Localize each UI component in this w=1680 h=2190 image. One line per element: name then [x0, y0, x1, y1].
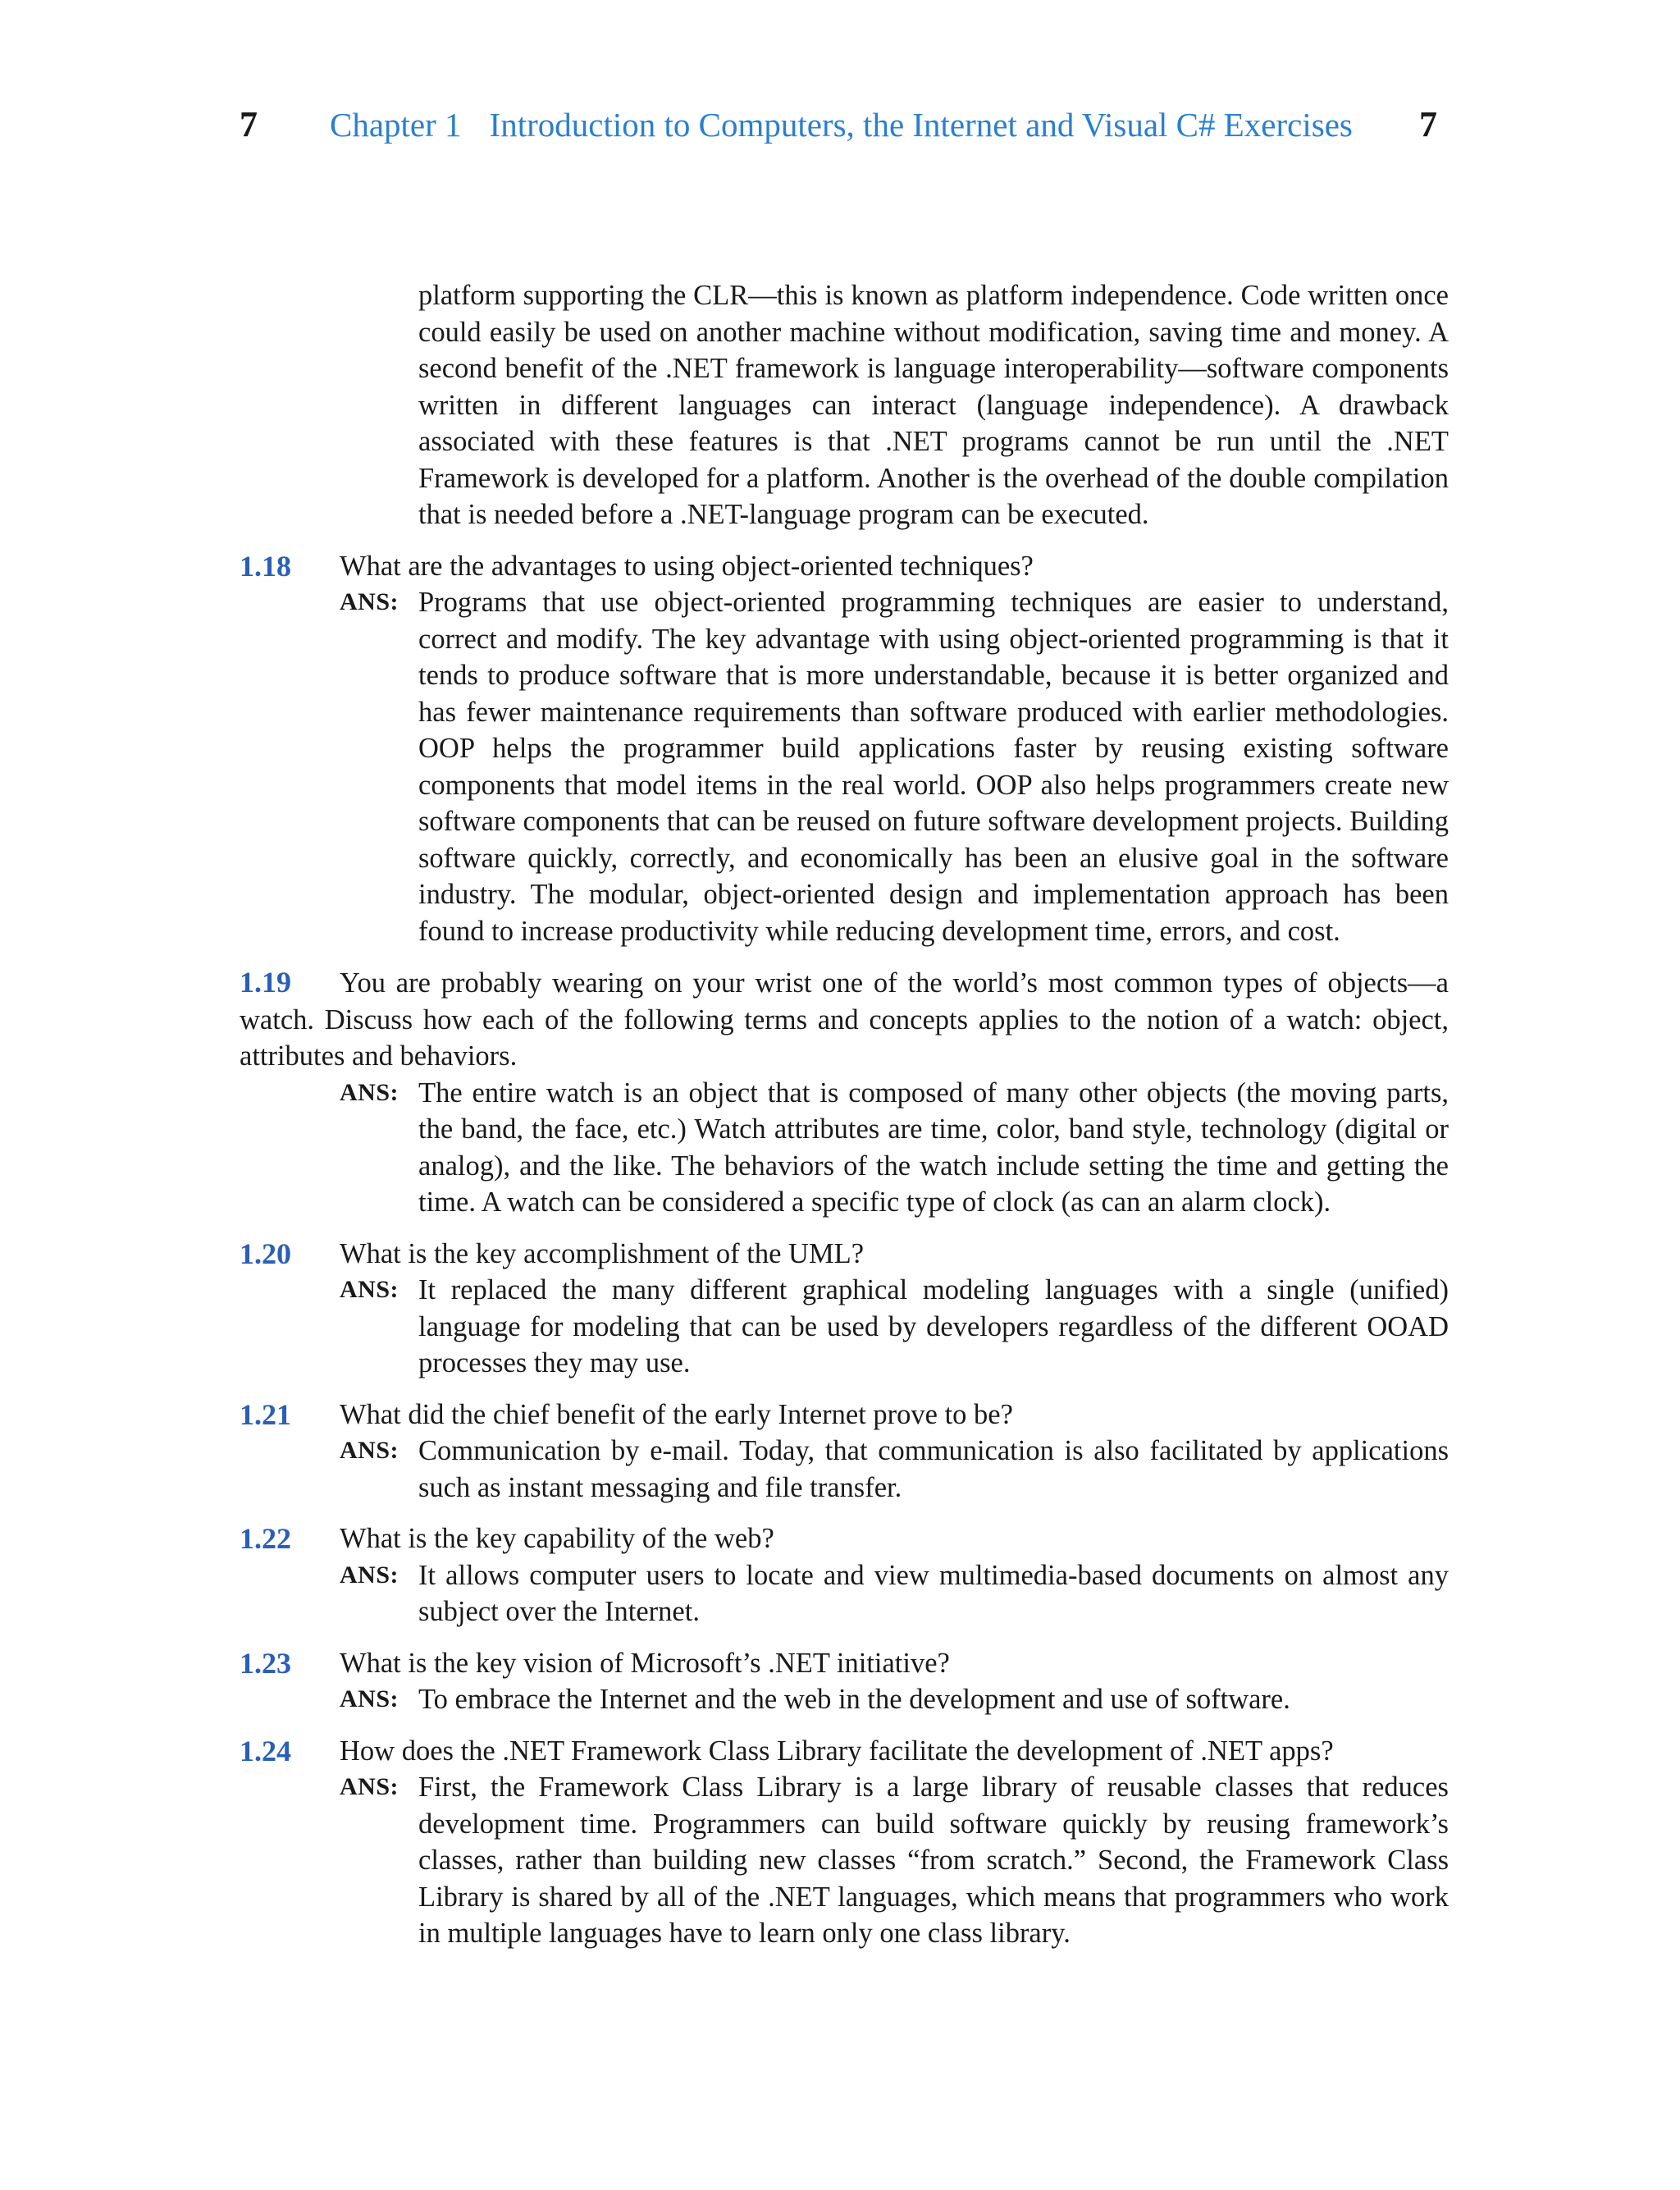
exercise-question — [240, 964, 1449, 1075]
exercise-number: 1.20 — [240, 1237, 291, 1270]
continued-paragraph: platform supporting the CLR—this is known as platform independence. Code written once could easily be used on another machine without modification, saving time and money. A second benefit of the .NET framework is language interoperability—software components written in different languages can interact (language independence). A drawback associated with these features is that .NET programs cannot be run until the .NET Framework is developed for a platform. Another is the overhead of the double compilation that is needed before a .NET-language program can be executed. — [418, 280, 1449, 530]
ans-label: ANS: — [340, 1276, 399, 1303]
ans-label: ANS: — [340, 1561, 399, 1589]
exercise-1-22 — [0, 1520, 1680, 1630]
question-text: You are probably wearing on your wrist one of the world’s most common types of objects—a watch. Discuss how each of the following terms and concepts applies to the notion of a watch: object, attributes and behaviors. — [240, 967, 1449, 1072]
ans-label: ANS: — [340, 1773, 399, 1800]
exercise-answer — [340, 584, 1449, 949]
page-body — [0, 277, 1680, 1952]
running-header — [0, 100, 1680, 149]
running-head-title — [330, 100, 1353, 149]
exercise-question — [0, 1520, 1449, 1557]
exercise-question — [0, 548, 1449, 585]
question-text: What is the key accomplishment of the UML? — [340, 1237, 865, 1269]
answer-text: Communication by e-mail. Today, that communication is also facilitated by applications such as instant messaging and file transfer. — [418, 1435, 1449, 1503]
exercise-1-19 — [0, 964, 1680, 1221]
question-text: What are the advantages to using object-oriented techniques? — [340, 550, 1034, 582]
exercise-question — [0, 1397, 1449, 1433]
question-text: What did the chief benefit of the early Internet prove to be? — [340, 1398, 1013, 1430]
answer-text: It allows computer users to locate and view multimedia-based documents on almost any subject over the Internet. — [418, 1559, 1449, 1627]
answer-text: The entire watch is an object that is composed of many other objects (the moving parts, the band, the face, etc.) Watch attributes are time, color, band style, technology (digital or analog), and the like. The behaviors of the watch include setting the time and getting the time. A watch can be considered a specific type of clock (as can an alarm clock). — [418, 1077, 1449, 1218]
question-text: How does the .NET Framework Class Library facilitate the development of .NET apps? — [340, 1735, 1334, 1767]
exercise-question — [0, 1236, 1449, 1273]
page-number-right: 7 — [1419, 104, 1437, 144]
exercise-1-18 — [0, 548, 1680, 950]
exercise-question — [0, 1733, 1449, 1770]
exercise-number: 1.23 — [240, 1646, 291, 1680]
exercise-answer — [340, 1433, 1449, 1506]
exercise-question — [0, 1645, 1449, 1682]
question-text: What is the key capability of the web? — [340, 1523, 774, 1554]
page-number-left: 7 — [240, 104, 258, 144]
exercise-1-23 — [0, 1645, 1680, 1718]
chapter-label: Chapter 1 — [330, 106, 462, 144]
exercise-number: 1.22 — [240, 1522, 291, 1555]
exercise-1-21 — [0, 1397, 1680, 1506]
ans-label: ANS: — [340, 1685, 399, 1712]
answer-text: To embrace the Internet and the web in the development and use of software. — [418, 1684, 1290, 1715]
ans-label: ANS: — [340, 1437, 399, 1464]
answer-text: First, the Framework Class Library is a large library of reusable classes that reduces development time. Programmers can build software quickly by reusing framework’s classes, rather than building new classes “from scratch.” Second, the Framework Class Library is shared by all of the .NET languages, which means that programmers who work in multiple languages have to learn only one class library. — [418, 1772, 1449, 1949]
exercise-1-24 — [0, 1733, 1680, 1952]
exercise-number: 1.24 — [240, 1734, 291, 1767]
exercise-answer — [340, 1681, 1449, 1718]
exercise-number: 1.18 — [240, 549, 291, 583]
answer-text: Programs that use object-oriented programming techniques are easier to understand, correct and modify. The key advantage with using object-oriented programming is that it tends to produce software that is more understandable, because it is better organized and has fewer maintenance requirements than software produced with earlier methodologies. OOP helps the programmer build applications faster by reusing existing software components that model items in the real world. OOP also helps programmers create new software components that can be reused on future software development projects. Building software quickly, correctly, and economically has been an elusive goal in the software industry. The modular, object-oriented design and implementation approach has been found to increase productivity while reducing development time, errors, and cost. — [418, 587, 1449, 947]
exercise-answer — [340, 1557, 1449, 1630]
answer-text: It replaced the many different graphical modeling languages with a single (unified) language for modeling that can be used by developers regardless of the different OOAD processes they may use. — [418, 1274, 1449, 1378]
exercise-answer — [340, 1769, 1449, 1952]
exercise-1-20 — [0, 1236, 1680, 1382]
chapter-title: Introduction to Computers, the Internet and Visual C# Exercises — [489, 106, 1353, 144]
exercise-number: 1.19 — [240, 966, 291, 999]
ans-label: ANS: — [340, 1078, 399, 1106]
ans-label: ANS: — [340, 588, 399, 615]
question-text: What is the key vision of Microsoft’s .NET initiative? — [340, 1647, 950, 1679]
exercise-number: 1.21 — [240, 1397, 291, 1431]
exercise-answer — [340, 1075, 1449, 1221]
exercise-answer — [340, 1272, 1449, 1382]
